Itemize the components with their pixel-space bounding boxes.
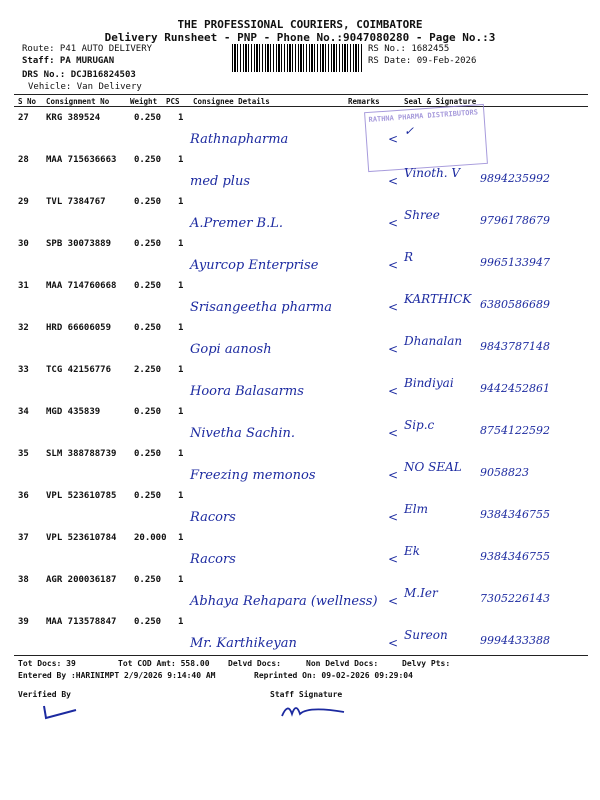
row-weight: 0.250 bbox=[134, 449, 162, 459]
table-row bbox=[0, 150, 600, 192]
row-remarks-mark: < bbox=[388, 636, 399, 650]
row-signature: Bindiyai bbox=[404, 376, 454, 390]
row-phone: 9384346755 bbox=[480, 550, 550, 563]
row-phone: 9965133947 bbox=[480, 256, 550, 269]
row-signature: Sureon bbox=[404, 628, 448, 642]
drs-number: DRS No.: DCJB16824503 bbox=[22, 70, 136, 80]
row-phone: 9384346755 bbox=[480, 508, 550, 521]
row-weight: 20.000 bbox=[134, 533, 167, 543]
barcode-image bbox=[232, 44, 364, 72]
row-signature: Ek bbox=[404, 544, 421, 558]
row-phone: 9442452861 bbox=[480, 382, 550, 395]
row-signature: KARTHICK bbox=[404, 292, 472, 306]
row-consignee-handwritten: Abhaya Rehapara (wellness) bbox=[190, 594, 378, 609]
row-consignment-no: KRG 389524 bbox=[46, 113, 101, 123]
row-phone: 7305226143 bbox=[480, 592, 550, 605]
row-weight: 0.250 bbox=[134, 239, 162, 249]
row-consignment-no: MGD 435839 bbox=[46, 407, 101, 417]
row-consignee-handwritten: Nivetha Sachin. bbox=[190, 426, 296, 441]
row-phone: 9894235992 bbox=[480, 172, 550, 185]
col-remarks: Remarks bbox=[348, 97, 380, 106]
table-row bbox=[0, 192, 600, 234]
row-pcs: 1 bbox=[178, 365, 184, 375]
row-pcs: 1 bbox=[178, 281, 184, 291]
company-stamp: RATHNA PHARMA DISTRIBUTORS bbox=[364, 104, 488, 172]
row-sno: 39 bbox=[18, 617, 29, 627]
table-row bbox=[0, 276, 600, 318]
total-cod: Tot COD Amt: 558.00 bbox=[118, 659, 210, 668]
table-row bbox=[0, 402, 600, 444]
staff-signature bbox=[278, 698, 348, 720]
row-consignee-handwritten: Gopi aanosh bbox=[190, 342, 272, 357]
row-sno: 29 bbox=[18, 197, 29, 207]
row-remarks-mark: < bbox=[388, 342, 399, 356]
table-row bbox=[0, 570, 600, 612]
reprinted-on: Reprinted On: 09-02-2026 09:29:04 bbox=[254, 671, 413, 680]
delivered-docs: Delvd Docs: bbox=[228, 659, 281, 668]
row-remarks-mark: < bbox=[388, 468, 399, 482]
col-consignment: Consignment No bbox=[46, 97, 110, 106]
row-pcs: 1 bbox=[178, 449, 184, 459]
table-row bbox=[0, 528, 600, 570]
total-docs: Tot Docs: 39 bbox=[18, 659, 76, 668]
delivery-points: Delvy Pts: bbox=[402, 659, 451, 668]
table-row bbox=[0, 444, 600, 486]
row-phone: 9843787148 bbox=[480, 340, 550, 353]
table-row bbox=[0, 234, 600, 276]
row-pcs: 1 bbox=[178, 533, 184, 543]
row-consignment-no: MAA 713578847 bbox=[46, 617, 117, 627]
row-signature: Vinoth. V bbox=[404, 166, 461, 180]
rs-date: RS Date: 09-Feb-2026 bbox=[368, 56, 477, 66]
row-phone: 9058823 bbox=[480, 466, 529, 479]
footer-rule bbox=[14, 655, 588, 656]
row-sno: 30 bbox=[18, 239, 29, 249]
header-rule-top bbox=[14, 94, 588, 95]
row-consignment-no: TVL 7384767 bbox=[46, 197, 106, 207]
row-consignee-handwritten: Hoora Balasarms bbox=[190, 384, 304, 399]
row-consignment-no: VPL 523610784 bbox=[46, 533, 117, 543]
table-row bbox=[0, 108, 600, 150]
col-sno: S No bbox=[18, 97, 37, 106]
rs-number: RS No.: 1682455 bbox=[368, 44, 450, 54]
row-phone: 9796178679 bbox=[480, 214, 550, 227]
staff-signature-label: Staff Signature bbox=[270, 690, 343, 699]
col-pcs: PCS bbox=[166, 97, 180, 106]
row-signature: R bbox=[404, 250, 414, 264]
row-phone: 6380586689 bbox=[480, 298, 550, 311]
row-signature: ✓ bbox=[404, 124, 415, 138]
col-seal: Seal & Signature bbox=[404, 97, 477, 106]
row-consignment-no: AGR 200036187 bbox=[46, 575, 117, 585]
row-weight: 0.250 bbox=[134, 407, 162, 417]
company-title: THE PROFESSIONAL COURIERS, COIMBATORE bbox=[177, 18, 423, 31]
row-consignment-no: SLM 388788739 bbox=[46, 449, 117, 459]
row-remarks-mark: < bbox=[388, 510, 399, 524]
row-remarks-mark: < bbox=[388, 552, 399, 566]
row-pcs: 1 bbox=[178, 407, 184, 417]
row-consignment-no: VPL 523610785 bbox=[46, 491, 117, 501]
row-weight: 0.250 bbox=[134, 155, 162, 165]
row-consignee-handwritten: A.Premer B.L. bbox=[190, 216, 283, 231]
row-consignee-handwritten: Rathnapharma bbox=[190, 132, 289, 147]
row-weight: 2.250 bbox=[134, 365, 162, 375]
row-weight: 0.250 bbox=[134, 197, 162, 207]
row-pcs: 1 bbox=[178, 113, 184, 123]
verified-signature bbox=[40, 700, 80, 722]
verified-by-label: Verified By bbox=[18, 690, 71, 699]
row-sno: 38 bbox=[18, 575, 29, 585]
row-pcs: 1 bbox=[178, 323, 184, 333]
row-consignment-no: MAA 715636663 bbox=[46, 155, 117, 165]
row-consignee-handwritten: Mr. Karthikeyan bbox=[190, 636, 297, 651]
col-consignee: Consignee Details bbox=[193, 97, 270, 106]
row-weight: 0.250 bbox=[134, 491, 162, 501]
row-signature: Dhanalan bbox=[404, 334, 463, 348]
row-pcs: 1 bbox=[178, 575, 184, 585]
row-signature: Shree bbox=[404, 208, 440, 222]
row-sno: 36 bbox=[18, 491, 29, 501]
row-consignment-no: SPB 30073889 bbox=[46, 239, 112, 249]
row-signature: Elm bbox=[404, 502, 428, 516]
row-sno: 34 bbox=[18, 407, 29, 417]
row-sno: 33 bbox=[18, 365, 29, 375]
row-consignee-handwritten: Racors bbox=[190, 510, 236, 525]
row-consignee-handwritten: Ayurcop Enterprise bbox=[190, 258, 319, 273]
row-pcs: 1 bbox=[178, 197, 184, 207]
row-consignee-handwritten: Freezing memonos bbox=[190, 468, 316, 483]
header-rule-bottom bbox=[14, 106, 588, 107]
row-signature: NO SEAL bbox=[404, 460, 462, 474]
row-phone: 9994433388 bbox=[480, 634, 550, 647]
route-label: Route: P41 AUTO DELIVERY bbox=[22, 44, 153, 54]
row-phone: 8754122592 bbox=[480, 424, 550, 437]
row-consignment-no: HRD 66606059 bbox=[46, 323, 112, 333]
row-pcs: 1 bbox=[178, 491, 184, 501]
table-row bbox=[0, 612, 600, 654]
row-sno: 31 bbox=[18, 281, 29, 291]
row-consignee-handwritten: Racors bbox=[190, 552, 236, 567]
table-row bbox=[0, 360, 600, 402]
col-weight: Weight bbox=[130, 97, 158, 106]
row-weight: 0.250 bbox=[134, 281, 162, 291]
row-signature: M.Ier bbox=[404, 586, 438, 600]
row-remarks-mark: < bbox=[388, 300, 399, 314]
row-remarks-mark: < bbox=[388, 216, 399, 230]
vehicle-label: Vehicle: Van Delivery bbox=[28, 82, 142, 92]
row-remarks-mark: < bbox=[388, 132, 399, 146]
row-remarks-mark: < bbox=[388, 174, 399, 188]
row-weight: 0.250 bbox=[134, 575, 162, 585]
row-remarks-mark: < bbox=[388, 384, 399, 398]
row-sno: 37 bbox=[18, 533, 29, 543]
row-consignment-no: MAA 714760668 bbox=[46, 281, 117, 291]
row-sno: 35 bbox=[18, 449, 29, 459]
row-consignee-handwritten: Srisangeetha pharma bbox=[190, 300, 332, 315]
row-sno: 28 bbox=[18, 155, 29, 165]
row-remarks-mark: < bbox=[388, 258, 399, 272]
row-remarks-mark: < bbox=[388, 426, 399, 440]
row-pcs: 1 bbox=[178, 617, 184, 627]
row-pcs: 1 bbox=[178, 239, 184, 249]
row-signature: Sip.c bbox=[404, 418, 435, 432]
row-weight: 0.250 bbox=[134, 617, 162, 627]
table-row bbox=[0, 486, 600, 528]
row-weight: 0.250 bbox=[134, 113, 162, 123]
row-sno: 32 bbox=[18, 323, 29, 333]
row-remarks-mark: < bbox=[388, 594, 399, 608]
staff-label: Staff: PA MURUGAN bbox=[22, 56, 115, 66]
row-weight: 0.250 bbox=[134, 323, 162, 333]
row-pcs: 1 bbox=[178, 155, 184, 165]
non-delivered-docs: Non Delvd Docs: bbox=[306, 659, 379, 668]
row-consignment-no: TCG 42156776 bbox=[46, 365, 112, 375]
table-row bbox=[0, 318, 600, 360]
entered-by: Entered By :HARINIMPT 2/9/2026 9:14:40 AM bbox=[18, 671, 216, 680]
row-consignee-handwritten: med plus bbox=[190, 174, 250, 189]
runsheet-subtitle: Delivery Runsheet - PNP - Phone No.:9047080280 - Page No.:3 bbox=[104, 31, 496, 44]
row-sno: 27 bbox=[18, 113, 29, 123]
